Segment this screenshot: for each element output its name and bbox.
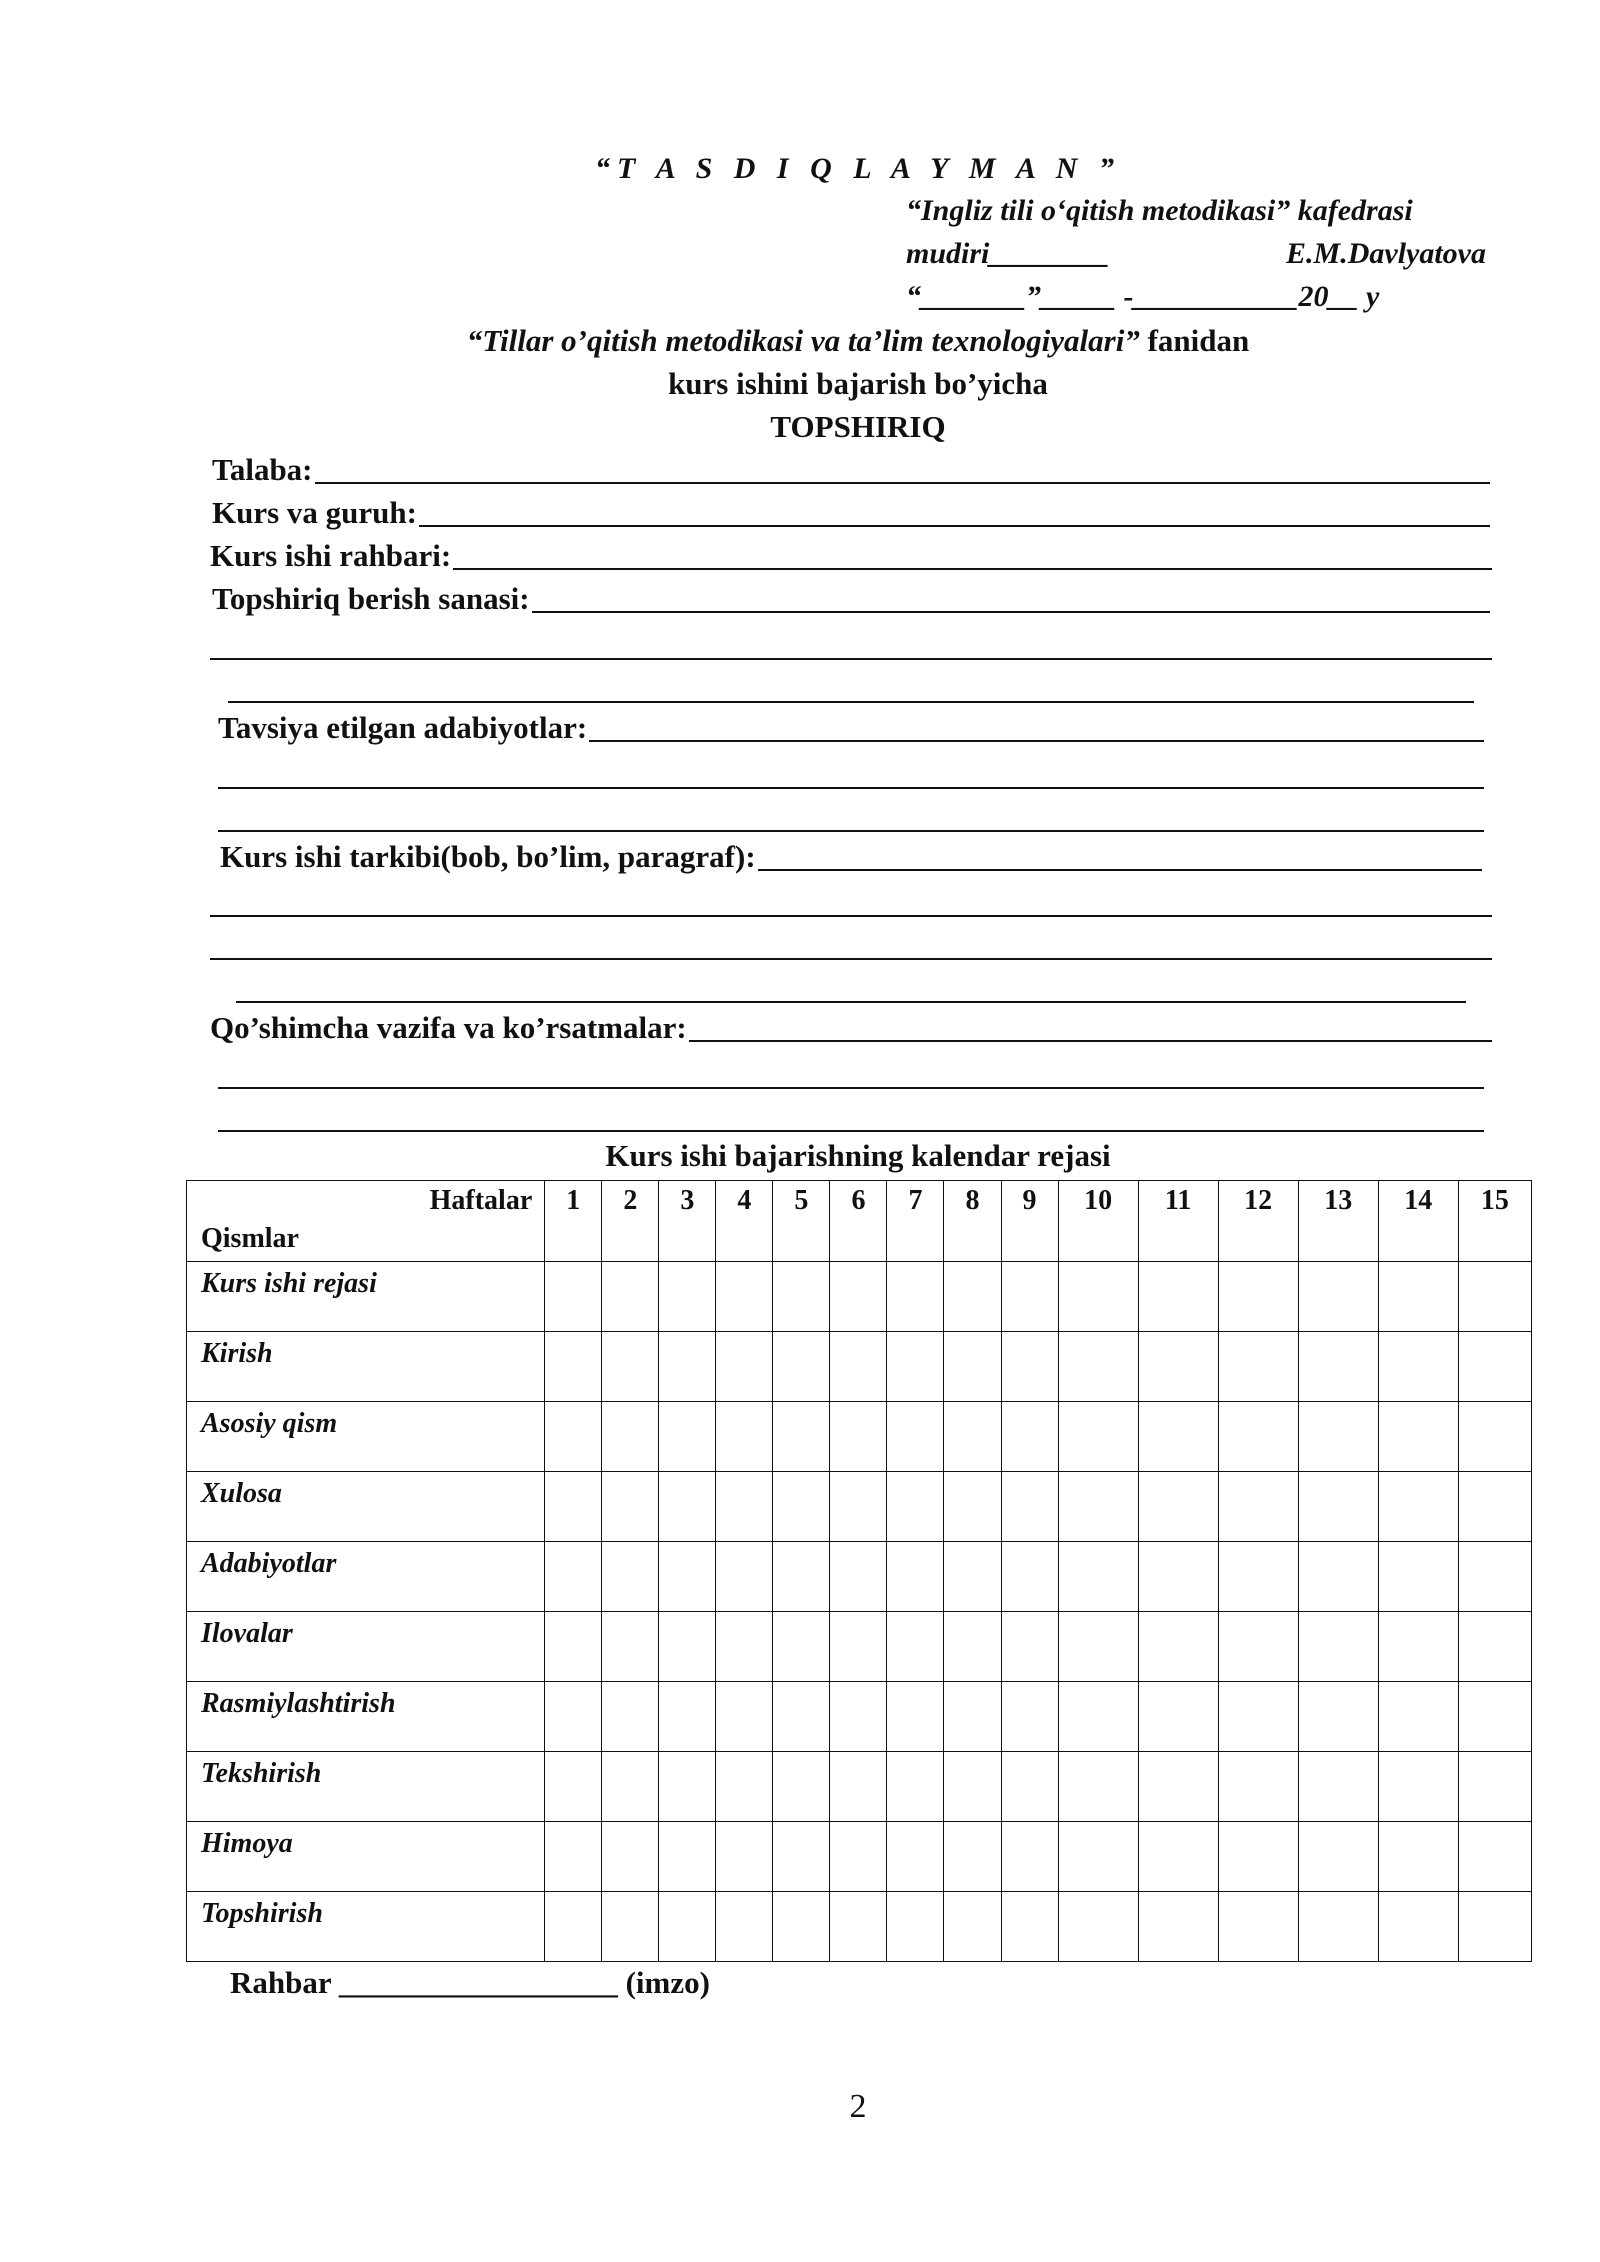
schedule-cell[interactable] xyxy=(1001,1542,1058,1612)
schedule-cell[interactable] xyxy=(545,1822,602,1892)
schedule-cell[interactable] xyxy=(944,1472,1001,1542)
schedule-cell[interactable] xyxy=(1058,1612,1138,1682)
schedule-cell[interactable] xyxy=(773,1752,830,1822)
schedule-cell[interactable] xyxy=(1218,1262,1298,1332)
parts-header: Qismlar xyxy=(201,1223,299,1254)
schedule-cell[interactable] xyxy=(1058,1542,1138,1612)
schedule-cell[interactable] xyxy=(1458,1332,1531,1402)
schedule-cell[interactable] xyxy=(1458,1262,1531,1332)
schedule-cell[interactable] xyxy=(830,1822,887,1892)
schedule-cell[interactable] xyxy=(602,1262,659,1332)
schedule-cell[interactable] xyxy=(659,1892,716,1962)
literature-label: Tavsiya etilgan adabiyotlar: xyxy=(218,710,588,745)
schedule-cell[interactable] xyxy=(944,1892,1001,1962)
schedule-cell[interactable] xyxy=(1218,1402,1298,1472)
schedule-cell[interactable] xyxy=(545,1612,602,1682)
structure-blank[interactable] xyxy=(758,869,1482,871)
week-number: 10 xyxy=(1058,1181,1138,1262)
schedule-cell[interactable] xyxy=(1001,1682,1058,1752)
approval-date-line: “_______”_____ -___________20__ y xyxy=(906,280,1380,313)
schedule-cell[interactable] xyxy=(773,1472,830,1542)
approval-heading: “T A S D I Q L A Y M A N ” xyxy=(595,152,1121,185)
row-label: Asosiy qism xyxy=(187,1402,545,1472)
schedule-cell[interactable] xyxy=(830,1542,887,1612)
table-row xyxy=(187,1682,1532,1752)
schedule-cell[interactable] xyxy=(1218,1682,1298,1752)
schedule-cell[interactable] xyxy=(887,1402,944,1472)
table-row xyxy=(187,1472,1532,1542)
week-number: 13 xyxy=(1298,1181,1378,1262)
schedule-cell[interactable] xyxy=(830,1332,887,1402)
schedule-cell[interactable] xyxy=(602,1332,659,1402)
additional-blank[interactable] xyxy=(689,1040,1492,1042)
schedule-cell[interactable] xyxy=(1138,1752,1218,1822)
schedule-cell[interactable] xyxy=(773,1892,830,1962)
week-number: 8 xyxy=(944,1181,1001,1262)
table-row xyxy=(187,1402,1532,1472)
schedule-cell[interactable] xyxy=(1001,1262,1058,1332)
schedule-cell[interactable] xyxy=(1298,1612,1378,1682)
schedule-cell[interactable] xyxy=(773,1262,830,1332)
row-label: Kirish xyxy=(187,1332,545,1402)
week-number: 3 xyxy=(659,1181,716,1262)
structure-label: Kurs ishi tarkibi(bob, bo’lim, paragraf): xyxy=(220,839,756,874)
schedule-cell[interactable] xyxy=(716,1332,773,1402)
schedule-cell[interactable] xyxy=(1298,1472,1378,1542)
schedule-cell[interactable] xyxy=(1298,1542,1378,1612)
schedule-cell[interactable] xyxy=(1218,1612,1298,1682)
schedule-cell[interactable] xyxy=(1458,1542,1531,1612)
schedule-cell[interactable] xyxy=(1001,1472,1058,1542)
schedule-cell[interactable] xyxy=(944,1752,1001,1822)
schedule-cell[interactable] xyxy=(887,1822,944,1892)
schedule-cell[interactable] xyxy=(944,1332,1001,1402)
table-row xyxy=(187,1262,1532,1332)
week-number: 14 xyxy=(1378,1181,1458,1262)
schedule-cell[interactable] xyxy=(1378,1822,1458,1892)
schedule-cell[interactable] xyxy=(830,1612,887,1682)
schedule-cell[interactable] xyxy=(716,1612,773,1682)
schedule-cell[interactable] xyxy=(1138,1402,1218,1472)
schedule-cell[interactable] xyxy=(1218,1472,1298,1542)
schedule-cell[interactable] xyxy=(773,1682,830,1752)
schedule-cell[interactable] xyxy=(1138,1262,1218,1332)
schedule-cell[interactable] xyxy=(773,1612,830,1682)
subject-title-line xyxy=(0,323,1600,359)
schedule-cell[interactable] xyxy=(944,1262,1001,1332)
schedule-cell[interactable] xyxy=(1378,1472,1458,1542)
calendar-title: Kurs ishi bajarishning kalendar rejasi xyxy=(605,1138,1111,1173)
schedule-cell[interactable] xyxy=(1378,1332,1458,1402)
schedule-cell[interactable] xyxy=(773,1542,830,1612)
schedule-cell[interactable] xyxy=(1298,1402,1378,1472)
department-line: “Ingliz tili o‘qitish metodikasi” kafedrasi xyxy=(906,194,1413,227)
blank-line[interactable] xyxy=(210,915,1492,917)
schedule-cell[interactable] xyxy=(1138,1332,1218,1402)
schedule-cell[interactable] xyxy=(1458,1752,1531,1822)
supervisor-blank[interactable] xyxy=(453,568,1492,570)
schedule-cell[interactable] xyxy=(659,1472,716,1542)
structure-field[interactable] xyxy=(220,839,1482,875)
page-number: 2 xyxy=(849,2088,867,2125)
table-row xyxy=(187,1612,1532,1682)
department-head-name: E.M.Davlyatova xyxy=(1286,237,1486,270)
schedule-cell[interactable] xyxy=(1298,1822,1378,1892)
schedule-cell[interactable] xyxy=(1458,1612,1531,1682)
schedule-cell[interactable] xyxy=(1058,1402,1138,1472)
schedule-cell[interactable] xyxy=(887,1332,944,1402)
row-label: Topshirish xyxy=(187,1892,545,1962)
schedule-cell[interactable] xyxy=(1298,1892,1378,1962)
row-label: Rasmiylashtirish xyxy=(187,1682,545,1752)
schedule-cell[interactable] xyxy=(887,1612,944,1682)
schedule-cell[interactable] xyxy=(944,1402,1001,1472)
schedule-cell[interactable] xyxy=(1218,1542,1298,1612)
week-number: 9 xyxy=(1001,1181,1058,1262)
schedule-cell[interactable] xyxy=(1138,1822,1218,1892)
document-title: TOPSHIRIQ xyxy=(770,409,946,444)
schedule-cell[interactable] xyxy=(1058,1682,1138,1752)
schedule-cell[interactable] xyxy=(545,1262,602,1332)
week-number: 6 xyxy=(830,1181,887,1262)
schedule-cell[interactable] xyxy=(545,1752,602,1822)
schedule-cell[interactable] xyxy=(830,1472,887,1542)
schedule-cell[interactable] xyxy=(1458,1822,1531,1892)
student-label: Talaba: xyxy=(212,452,313,487)
schedule-cell[interactable] xyxy=(602,1402,659,1472)
blank-line[interactable] xyxy=(218,830,1484,832)
schedule-cell[interactable] xyxy=(1458,1682,1531,1752)
schedule-cell[interactable] xyxy=(1058,1892,1138,1962)
schedule-cell[interactable] xyxy=(716,1892,773,1962)
schedule-cell[interactable] xyxy=(602,1472,659,1542)
schedule-cell[interactable] xyxy=(1458,1472,1531,1542)
week-number: 5 xyxy=(773,1181,830,1262)
schedule-cell[interactable] xyxy=(944,1542,1001,1612)
week-number: 1 xyxy=(545,1181,602,1262)
schedule-cell[interactable] xyxy=(830,1752,887,1822)
schedule-cell[interactable] xyxy=(659,1332,716,1402)
schedule-cell[interactable] xyxy=(1138,1892,1218,1962)
schedule-cell[interactable] xyxy=(1378,1542,1458,1612)
issue-date-field[interactable] xyxy=(212,581,1490,617)
schedule-cell[interactable] xyxy=(545,1682,602,1752)
blank-line[interactable] xyxy=(210,958,1492,960)
schedule-cell[interactable] xyxy=(659,1682,716,1752)
schedule-cell[interactable] xyxy=(887,1472,944,1542)
table-row xyxy=(187,1332,1532,1402)
schedule-cell[interactable] xyxy=(716,1472,773,1542)
schedule-cell[interactable] xyxy=(1001,1612,1058,1682)
schedule-cell[interactable] xyxy=(1298,1682,1378,1752)
blank-line[interactable] xyxy=(218,1087,1484,1089)
row-label: Ilovalar xyxy=(187,1612,545,1682)
subject-title-line-2: kurs ishini bajarish bo’yicha xyxy=(668,366,1048,401)
blank-line[interactable] xyxy=(218,1130,1484,1132)
schedule-cell[interactable] xyxy=(716,1822,773,1892)
table-row xyxy=(187,1822,1532,1892)
additional-field[interactable] xyxy=(210,1010,1492,1046)
subject-name: “Tillar o’qitish metodikasi va ta’lim texnologiyalari” xyxy=(466,323,1140,358)
schedule-cell[interactable] xyxy=(602,1612,659,1682)
schedule-cell[interactable] xyxy=(1058,1752,1138,1822)
schedule-cell[interactable] xyxy=(887,1682,944,1752)
schedule-cell[interactable] xyxy=(716,1752,773,1822)
schedule-cell[interactable] xyxy=(545,1472,602,1542)
schedule-cell[interactable] xyxy=(1458,1402,1531,1472)
blank-line[interactable] xyxy=(218,787,1484,789)
row-label: Kurs ishi rejasi xyxy=(187,1262,545,1332)
table-row xyxy=(187,1752,1532,1822)
supervisor-field[interactable] xyxy=(210,538,1492,574)
row-label: Himoya xyxy=(187,1822,545,1892)
schedule-cell[interactable] xyxy=(1458,1892,1531,1962)
table-row xyxy=(187,1542,1532,1612)
additional-label: Qo’shimcha vazifa va ko’rsatmalar: xyxy=(210,1010,687,1045)
schedule-cell[interactable] xyxy=(659,1402,716,1472)
schedule-cell[interactable] xyxy=(545,1542,602,1612)
schedule-cell[interactable] xyxy=(773,1402,830,1472)
calendar-corner-cell xyxy=(187,1181,545,1262)
schedule-cell[interactable] xyxy=(1378,1682,1458,1752)
schedule-cell[interactable] xyxy=(1001,1892,1058,1962)
schedule-cell[interactable] xyxy=(545,1402,602,1472)
schedule-cell[interactable] xyxy=(1298,1262,1378,1332)
table-row xyxy=(187,1892,1532,1962)
schedule-cell[interactable] xyxy=(716,1402,773,1472)
schedule-cell[interactable] xyxy=(602,1752,659,1822)
schedule-cell[interactable] xyxy=(659,1542,716,1612)
blank-line[interactable] xyxy=(236,1001,1466,1003)
schedule-cell[interactable] xyxy=(944,1822,1001,1892)
schedule-cell[interactable] xyxy=(1058,1332,1138,1402)
schedule-cell[interactable] xyxy=(545,1892,602,1962)
schedule-cell[interactable] xyxy=(1378,1402,1458,1472)
schedule-cell[interactable] xyxy=(1218,1332,1298,1402)
student-blank[interactable] xyxy=(315,482,1490,484)
calendar-table xyxy=(186,1180,1532,1962)
schedule-cell[interactable] xyxy=(716,1542,773,1612)
schedule-cell[interactable] xyxy=(1378,1612,1458,1682)
schedule-cell[interactable] xyxy=(773,1822,830,1892)
schedule-cell[interactable] xyxy=(1138,1542,1218,1612)
schedule-cell[interactable] xyxy=(1001,1822,1058,1892)
schedule-cell[interactable] xyxy=(1378,1892,1458,1962)
schedule-cell[interactable] xyxy=(716,1682,773,1752)
schedule-cell[interactable] xyxy=(1378,1752,1458,1822)
schedule-cell[interactable] xyxy=(1138,1682,1218,1752)
row-label: Xulosa xyxy=(187,1472,545,1542)
blank-line[interactable] xyxy=(210,658,1492,660)
issue-date-label: Topshiriq berish sanasi: xyxy=(212,581,530,616)
schedule-cell[interactable] xyxy=(659,1262,716,1332)
schedule-cell[interactable] xyxy=(830,1262,887,1332)
schedule-cell[interactable] xyxy=(830,1682,887,1752)
schedule-cell[interactable] xyxy=(1218,1892,1298,1962)
supervisor-label: Kurs ishi rahbari: xyxy=(210,538,452,573)
schedule-cell[interactable] xyxy=(602,1822,659,1892)
issue-date-blank[interactable] xyxy=(532,611,1490,613)
row-label: Adabiyotlar xyxy=(187,1542,545,1612)
schedule-cell[interactable] xyxy=(1218,1822,1298,1892)
blank-line[interactable] xyxy=(228,701,1474,703)
week-number: 11 xyxy=(1138,1181,1218,1262)
schedule-cell[interactable] xyxy=(602,1542,659,1612)
schedule-cell[interactable] xyxy=(1138,1472,1218,1542)
subject-suffix: fanidan xyxy=(1139,323,1250,358)
schedule-cell[interactable] xyxy=(1001,1752,1058,1822)
schedule-cell[interactable] xyxy=(1001,1402,1058,1472)
week-number: 2 xyxy=(602,1181,659,1262)
schedule-cell[interactable] xyxy=(1001,1332,1058,1402)
schedule-cell[interactable] xyxy=(944,1682,1001,1752)
week-number: 15 xyxy=(1458,1181,1531,1262)
schedule-cell[interactable] xyxy=(716,1262,773,1332)
schedule-cell[interactable] xyxy=(1138,1612,1218,1682)
schedule-cell[interactable] xyxy=(887,1892,944,1962)
schedule-cell[interactable] xyxy=(773,1332,830,1402)
schedule-cell[interactable] xyxy=(830,1402,887,1472)
schedule-cell[interactable] xyxy=(659,1822,716,1892)
schedule-cell[interactable] xyxy=(1058,1262,1138,1332)
course-group-blank[interactable] xyxy=(419,525,1490,527)
week-number: 4 xyxy=(716,1181,773,1262)
schedule-cell[interactable] xyxy=(1058,1822,1138,1892)
weeks-header: Haftalar xyxy=(429,1185,533,1216)
course-group-field[interactable] xyxy=(212,495,1490,531)
schedule-cell[interactable] xyxy=(887,1542,944,1612)
schedule-cell[interactable] xyxy=(545,1332,602,1402)
schedule-cell[interactable] xyxy=(830,1892,887,1962)
schedule-cell[interactable] xyxy=(1058,1472,1138,1542)
department-head-label: mudiri________ xyxy=(906,237,1110,270)
course-group-label: Kurs va guruh: xyxy=(212,495,417,530)
week-number: 7 xyxy=(887,1181,944,1262)
schedule-cell[interactable] xyxy=(887,1752,944,1822)
schedule-cell[interactable] xyxy=(659,1612,716,1682)
week-number: 12 xyxy=(1218,1181,1298,1262)
supervisor-signature: Rahbar __________________ (imzo) xyxy=(230,1965,710,2000)
literature-blank[interactable] xyxy=(589,740,1484,742)
schedule-cell[interactable] xyxy=(1378,1262,1458,1332)
schedule-cell[interactable] xyxy=(602,1892,659,1962)
schedule-cell[interactable] xyxy=(1298,1332,1378,1402)
literature-field[interactable] xyxy=(218,710,1484,746)
schedule-cell[interactable] xyxy=(659,1752,716,1822)
schedule-cell[interactable] xyxy=(944,1612,1001,1682)
row-label: Tekshirish xyxy=(187,1752,545,1822)
schedule-cell[interactable] xyxy=(1298,1752,1378,1822)
schedule-cell[interactable] xyxy=(602,1682,659,1752)
calendar-header-row xyxy=(187,1181,1532,1262)
schedule-cell[interactable] xyxy=(1218,1752,1298,1822)
schedule-cell[interactable] xyxy=(887,1262,944,1332)
student-field[interactable] xyxy=(212,452,1490,488)
